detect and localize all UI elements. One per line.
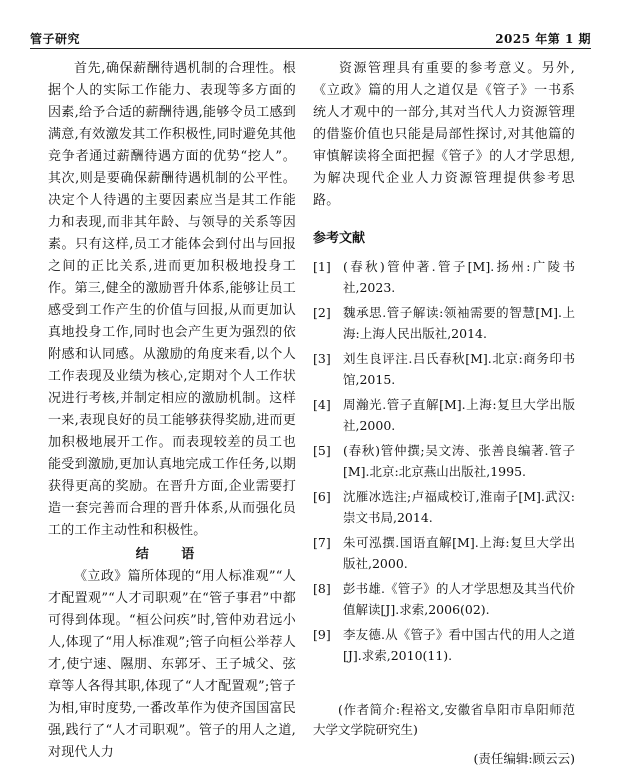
reference-number: [5] [313,443,331,458]
reference-text: 朱可泓撰.国语直解[M].上海:复旦大学出版社,2000. [343,535,575,571]
reference-item [313,440,575,482]
reference-text: (春秋)管仲著.管子[M].扬州:广陵书社,2023. [343,259,575,295]
reference-text: 刘生良评注.吕氏春秋[M].北京:商务印书馆,2015. [343,351,575,387]
reference-number: [9] [313,627,331,642]
reference-text: (春秋)管仲撰;吴文涛、张善良编著.管子[M].北京:北京燕山出版社,1995. [343,443,575,479]
conclusion-heading: 结 语 [135,547,209,562]
reference-number: [2] [313,305,331,320]
reference-text: 沈雁冰选注;卢福咸校订,淮南子[M].武汉:崇文书局,2014. [343,489,575,525]
reference-text: 李友德.从《管子》看中国古代的用人之道[J].求索,2010(11). [343,627,575,663]
reference-list [313,256,575,666]
page-header [30,28,591,49]
references-heading: 参考文献 [313,231,366,246]
right-column [313,58,575,770]
reference-item [313,624,575,666]
reference-number: [4] [313,397,331,412]
reference-number: [8] [313,581,331,596]
reference-number: [3] [313,351,331,366]
reference-item [313,486,575,528]
body-paragraph-incentives: 首先,确保薪酬待遇机制的合理性。根据个人的实际工作能力、表现等多方面的因素,给予合适的薪酬待遇,能够令员工感到满意,有效激发其工作积极性,同时避免其他竞争者通过薪酬待遇方面的优势“挖人”。其次,则是要确保薪酬待遇机制的公平性。决定个人待遇的主要因素应当是其工作能力和表现,而非其年龄、与领导的关系等因素。只有这样,员工才能体会到付出与回报之间的正比关系,进而更加积极地投身工作。第三,健全的激励晋升体系,能够让员工感受到工作产生的价值与回报,从而更加认真地投身工作,同时也会产生更为强烈的依附感和认同感。从激励的角度来看,以个人工作表现及业绩为核心,定期对个人工作状况进行考核,并制定相应的激励机制。这样一来,表现良好的员工能够获得奖励,进而更加积极地展开工作。而表现较差的员工也能受到激励,更加认真地完成工作任务,以期获得更高的奖励。在晋升方面,企业需要打造一套完善而合理的晋升体系,从而强化员工的工作主动性和积极性。 [48,61,296,538]
editor-credit: (责任编辑:顾云云) [473,751,575,766]
reference-item [313,578,575,620]
left-column [48,58,296,764]
author-bio: (作者简介:程裕文,安徽省阜阳市阜阳师范大学文学院研究生) [313,702,575,737]
reference-item [313,302,575,344]
reference-number: [6] [313,489,331,504]
body-paragraph-continued: 资源管理具有重要的参考意义。另外,《立政》篇的用人之道仅是《管子》一书系统人才观中的一部分,其对当代人力资源管理的借鉴价值也只能是局部性探讨,对其他篇的审慎解读将全面把握《管子》的人才学思想,为解决现代企业人力资源管理提供参考思路。 [313,61,575,208]
reference-item [313,348,575,390]
reference-text: 周瀚光.管子直解[M].上海:复旦大学出版社,2000. [343,397,575,433]
journal-title: 管子研究 [30,32,81,46]
reference-text: 彭书雄.《管子》的人才学思想及其当代价值解读[J].求索,2006(02). [343,581,575,617]
reference-item [313,394,575,436]
reference-item [313,256,575,298]
issue-label: 2025 年第 1 期 [495,32,591,46]
reference-number: [7] [313,535,331,550]
body-paragraph-conclusion: 《立政》篇所体现的“用人标准观”“人才配置观”“人才司职观”在“管子事君”中都可得到体现。“桓公问疾”时,管仲劝君远小人,体现了“用人标准观”;管子向桓公举荐人才,使宁速、隰朋、东郭牙、王子城父、弦章等人各得其职,体现了“人才配置观”;管子为相,审时度势,一番改革作为使齐国国富民强,践行了“人才司职观”。管子的用人之道,对现代人力 [48,569,296,760]
reference-number: [1] [313,259,331,274]
reference-item [313,532,575,574]
reference-text: 魏承思.管子解读:领袖需要的智慧[M].上海:上海人民出版社,2014. [343,305,575,341]
